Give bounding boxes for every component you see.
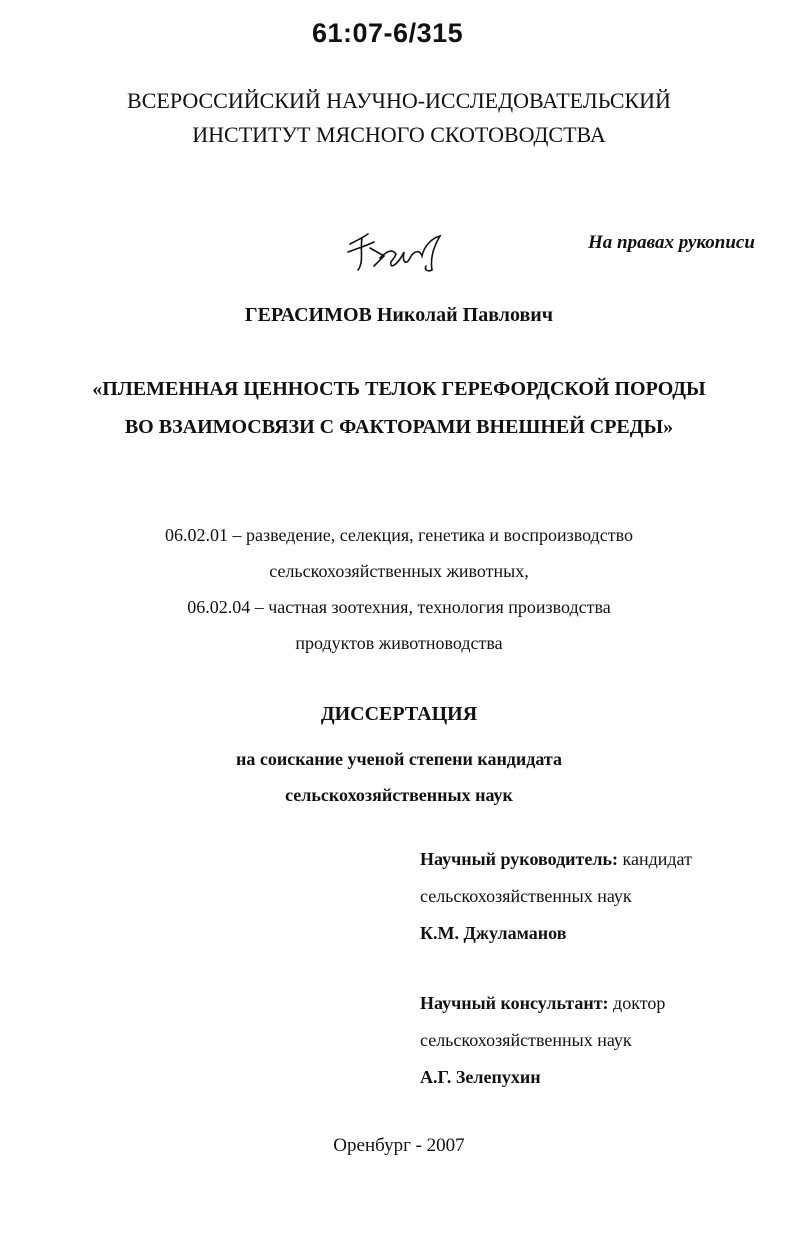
- consultant-label: Научный консультант:: [420, 993, 609, 1013]
- institution-line-2: ИНСТИТУТ МЯСНОГО СКОТОВОДСТВА: [192, 122, 606, 147]
- consultant-name: А.Г. Зелепухин: [420, 1067, 541, 1087]
- dissertation-title: [0, 370, 798, 446]
- rights-note: На правах рукописи: [588, 232, 755, 253]
- consultant-title-cont: сельскохозяйственных наук: [420, 1030, 632, 1050]
- degree-line-1: на соискание ученой степени кандидата: [235, 749, 562, 769]
- document-type: ДИССЕРТАЦИЯ: [320, 703, 478, 725]
- specialty-line: продуктов животноводства: [295, 633, 503, 653]
- supervisor-block: [420, 841, 692, 952]
- institution-line-1: ВСЕРОССИЙСКИЙ НАУЧНО-ИССЛЕДОВАТЕЛЬСКИЙ: [127, 88, 671, 113]
- degree: [0, 741, 798, 813]
- specialty-line: 06.02.01 – разведение, селекция, генетика и воспроизводство: [165, 525, 633, 545]
- consultant-block: [420, 985, 665, 1096]
- specialties: [0, 517, 798, 661]
- title-line-2: ВО ВЗАИМОСВЯЗИ С ФАКТОРАМИ ВНЕШНЕЙ СРЕДЫ»: [124, 416, 674, 438]
- supervisor-title-cont: сельскохозяйственных наук: [420, 886, 632, 906]
- supervisor-label: Научный руководитель:: [420, 849, 618, 869]
- supervisor-title-start: кандидат: [618, 849, 692, 869]
- archive-code: 61:07-6/315: [312, 18, 464, 48]
- author-name: ГЕРАСИМОВ Николай Павлович: [244, 304, 554, 326]
- supervisor-name: К.М. Джуламанов: [420, 923, 567, 943]
- consultant-title-start: доктор: [608, 993, 666, 1013]
- title-line-1: «ПЛЕМЕННАЯ ЦЕННОСТЬ ТЕЛОК ГЕРЕФОРДСКОЙ ПОРОДЫ: [92, 378, 706, 400]
- degree-line-2: сельскохозяйственных наук: [285, 785, 513, 805]
- specialty-line: 06.02.04 – частная зоотехния, технология производства: [187, 597, 611, 617]
- specialty-line: сельскохозяйственных животных,: [269, 561, 529, 581]
- city-year: Оренбург - 2007: [333, 1135, 465, 1156]
- author-signature: [340, 226, 450, 281]
